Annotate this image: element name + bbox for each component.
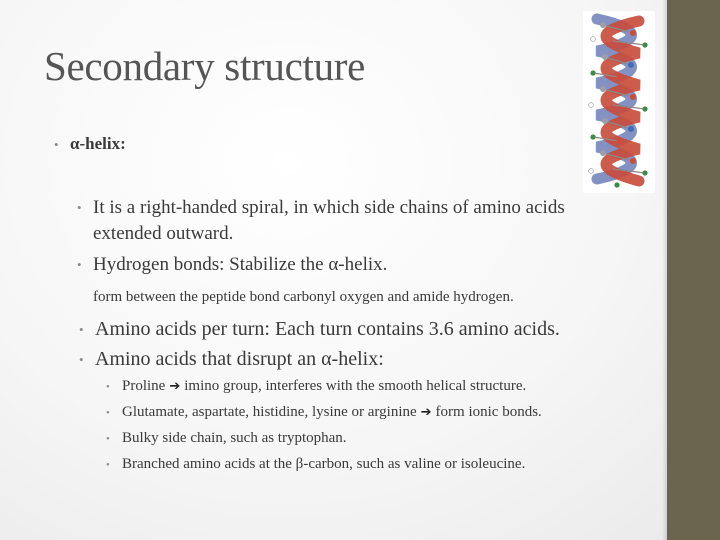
sub-point-proline-label: Proline: [122, 378, 166, 394]
alpha-helix-illustration: [583, 11, 655, 193]
sub-point-charged-residues: [122, 404, 542, 421]
bullet-marker: •: [79, 322, 84, 337]
bullet-marker: •: [79, 352, 84, 367]
bullet-marker: •: [54, 137, 59, 152]
point-right-handed-spiral-cont: extended outward.: [93, 223, 234, 244]
sub-point-bulky-side-chain: Bulky side chain, such as tryptophan.: [122, 430, 347, 446]
bullet-marker: •: [77, 257, 82, 272]
sub-point-proline: [122, 378, 526, 395]
point-amino-acids-per-turn: Amino acids per turn: Each turn contains 3.6 amino acids.: [95, 318, 560, 340]
alpha-helix-heading: α-helix:: [70, 134, 126, 153]
sub-point-proline-effect: imino group, interferes with the smooth helical structure.: [184, 378, 527, 394]
point-disrupt-helix: Amino acids that disrupt an α-helix:: [95, 348, 384, 370]
point-hydrogen-bonds: Hydrogen bonds: Stabilize the α-helix.: [93, 254, 388, 275]
bullet-marker: •: [106, 459, 110, 471]
hydrogen-bond-note: form between the peptide bond carbonyl oxygen and amide hydrogen.: [93, 289, 514, 305]
bullet-marker: •: [77, 200, 82, 215]
bullet-marker: •: [106, 381, 110, 393]
sub-point-branched-amino-acids: Branched amino acids at the β-carbon, such as valine or isoleucine.: [122, 456, 526, 472]
right-sidebar-band: [667, 0, 720, 540]
arrow-right-icon: ➔: [169, 379, 181, 394]
point-right-handed-spiral: It is a right-handed spiral, in which side chains of amino acids: [93, 197, 565, 218]
bullet-marker: •: [106, 433, 110, 445]
arrow-right-icon: ➔: [420, 405, 432, 420]
sub-point-charged-label: Glutamate, aspartate, histidine, lysine or arginine: [122, 404, 417, 420]
bullet-marker: •: [106, 407, 110, 419]
sub-point-charged-effect: form ionic bonds.: [435, 404, 542, 420]
slide-title: Secondary structure: [44, 43, 366, 89]
